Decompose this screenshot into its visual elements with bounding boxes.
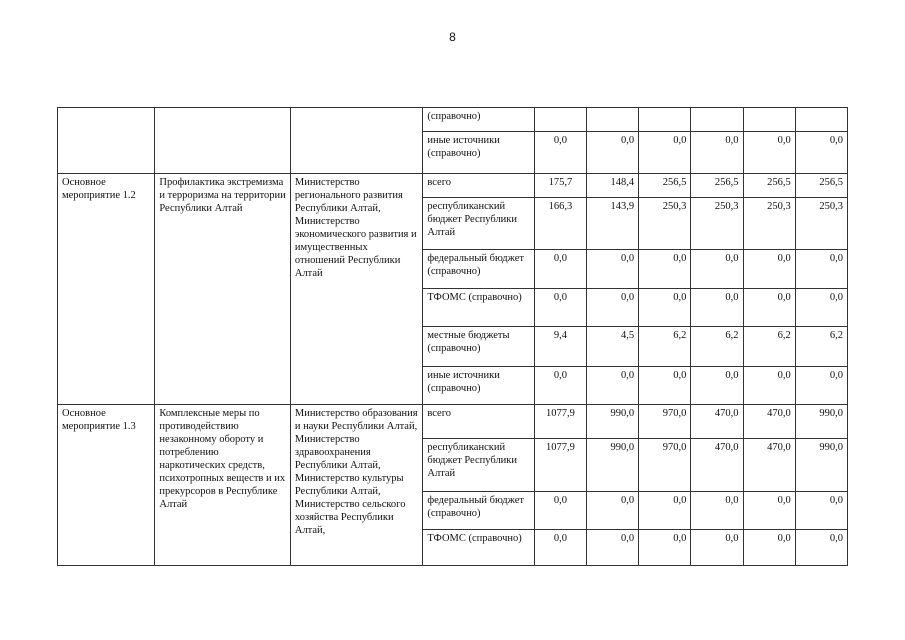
measure-executor-cell: Министерство регионального развития Республики Алтай, Министерство экономического развития и имущественных отношений Республики Алтай [290,174,423,405]
value-cell: 0,0 [691,132,743,174]
funding-source-cell: федеральный бюджет (справочно) [423,492,534,530]
value-cell: 256,5 [639,174,691,198]
table-row [58,108,848,132]
funding-source-cell: всего [423,405,534,439]
funding-source-cell: ТФОМС (справочно) [423,530,534,566]
measure-executor-cell: Министерство образования и науки Республики Алтай, Министерство здравоохранения Республики Алтай, Министерство культуры Республики Алтай, Министерство сельского хозяйства Республики Алтай, [290,405,423,566]
value-cell: 256,5 [743,174,795,198]
funding-source-cell: республиканский бюджет Республики Алтай [423,198,534,250]
value-cell: 148,4 [586,174,638,198]
value-cell: 250,3 [639,198,691,250]
value-cell: 0,0 [586,492,638,530]
value-cell: 970,0 [639,405,691,439]
value-cell: 0,0 [743,289,795,327]
value-cell: 250,3 [795,198,847,250]
measure-name-cell [58,108,155,174]
value-cell: 0,0 [586,250,638,289]
value-cell [639,108,691,132]
funding-source-cell: республиканский бюджет Республики Алтай [423,439,534,492]
value-cell: 1077,9 [534,405,586,439]
measure-executor-cell [290,108,423,174]
value-cell: 470,0 [691,405,743,439]
value-cell: 0,0 [586,367,638,405]
value-cell: 470,0 [743,405,795,439]
value-cell: 0,0 [795,132,847,174]
value-cell: 143,9 [586,198,638,250]
value-cell: 990,0 [586,405,638,439]
funding-source-cell: иные источники (справочно) [423,367,534,405]
budget-table [57,107,848,566]
value-cell: 0,0 [534,367,586,405]
value-cell: 6,2 [691,327,743,367]
measure-description-cell [155,108,291,174]
value-cell: 250,3 [743,198,795,250]
value-cell: 0,0 [743,250,795,289]
value-cell: 470,0 [691,439,743,492]
value-cell: 0,0 [534,492,586,530]
funding-source-cell: ТФОМС (справочно) [423,289,534,327]
value-cell: 0,0 [639,367,691,405]
table-row [58,405,848,439]
funding-source-cell: иные источники (справочно) [423,132,534,174]
value-cell: 0,0 [691,289,743,327]
value-cell: 166,3 [534,198,586,250]
value-cell: 0,0 [795,250,847,289]
value-cell: 0,0 [691,367,743,405]
value-cell: 0,0 [639,530,691,566]
measure-name-cell: Основное мероприятие 1.2 [58,174,155,405]
value-cell: 4,5 [586,327,638,367]
value-cell: 0,0 [795,530,847,566]
value-cell: 0,0 [691,250,743,289]
value-cell: 6,2 [639,327,691,367]
value-cell: 0,0 [586,289,638,327]
value-cell: 0,0 [743,367,795,405]
value-cell: 0,0 [691,530,743,566]
value-cell: 6,2 [743,327,795,367]
funding-source-cell: местные бюджеты (справочно) [423,327,534,367]
value-cell: 256,5 [691,174,743,198]
value-cell [691,108,743,132]
table-body [58,108,848,566]
value-cell: 0,0 [534,250,586,289]
page-number: 8 [449,30,456,44]
value-cell: 990,0 [586,439,638,492]
value-cell: 0,0 [743,530,795,566]
value-cell: 6,2 [795,327,847,367]
value-cell: 0,0 [743,132,795,174]
table-row [58,174,848,198]
measure-description-cell: Комплексные меры по противодействию незаконному обороту и потреблению наркотических средств, психотропных веществ и их прекурсоров в Республике Алтай [155,405,291,566]
value-cell: 0,0 [795,367,847,405]
value-cell: 970,0 [639,439,691,492]
value-cell: 0,0 [534,289,586,327]
value-cell: 0,0 [534,132,586,174]
funding-source-cell: (справочно) [423,108,534,132]
funding-source-cell: федеральный бюджет (справочно) [423,250,534,289]
funding-source-cell: всего [423,174,534,198]
value-cell [534,108,586,132]
value-cell: 470,0 [743,439,795,492]
value-cell [743,108,795,132]
value-cell: 990,0 [795,405,847,439]
value-cell: 990,0 [795,439,847,492]
value-cell [795,108,847,132]
value-cell: 0,0 [586,530,638,566]
value-cell: 0,0 [795,289,847,327]
value-cell: 0,0 [639,250,691,289]
value-cell [586,108,638,132]
value-cell: 0,0 [586,132,638,174]
value-cell: 175,7 [534,174,586,198]
value-cell: 0,0 [743,492,795,530]
value-cell: 0,0 [639,492,691,530]
value-cell: 256,5 [795,174,847,198]
measure-name-cell: Основное мероприятие 1.3 [58,405,155,566]
measure-description-cell: Профилактика экстремизма и терроризма на территории Республики Алтай [155,174,291,405]
value-cell: 0,0 [639,132,691,174]
value-cell: 250,3 [691,198,743,250]
value-cell: 0,0 [795,492,847,530]
value-cell: 0,0 [639,289,691,327]
value-cell: 9,4 [534,327,586,367]
value-cell: 0,0 [534,530,586,566]
value-cell: 1077,9 [534,439,586,492]
value-cell: 0,0 [691,492,743,530]
